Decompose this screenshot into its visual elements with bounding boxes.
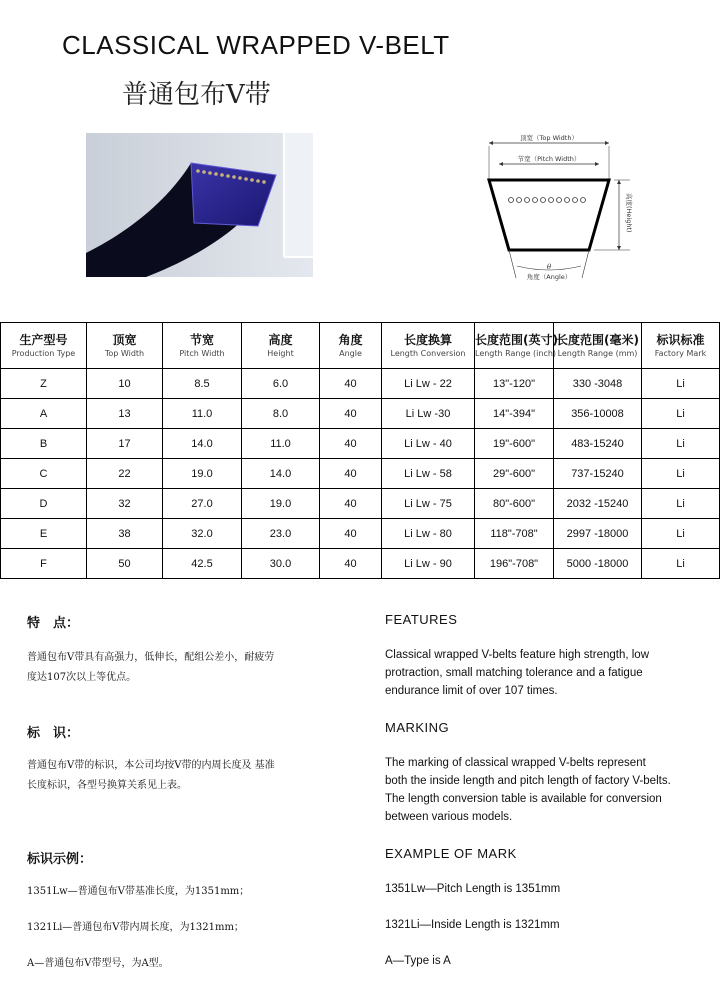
example-heading-cn: 标识示例： <box>27 852 93 867</box>
table-cell: 42.5 <box>163 549 242 579</box>
marking-heading-en: MARKING <box>385 720 450 735</box>
pitch-width-label: 节宽（Pitch Width） <box>517 155 581 163</box>
column-header: 顶宽 Top Width <box>87 323 163 369</box>
marking-body-cn: 普通包布V带的标识，本公司均按V带的内周长度及 基准 长度标识，各型号换算关系见上表。 <box>27 760 275 791</box>
table-cell: Li <box>642 369 720 399</box>
table-cell: 13"-120" <box>475 369 554 399</box>
features-body-cn: 普通包布V带具有高强力，低伸长，配组公差小，耐疲劳 度达107次以上等优点。 <box>27 652 275 683</box>
table-cell: Li Lw -30 <box>382 399 475 429</box>
table-cell: A <box>1 399 87 429</box>
page-title-cn: 普通包布V带 <box>122 80 271 110</box>
table-header-row <box>1 323 720 369</box>
table-row <box>1 489 720 519</box>
v-belt-photo <box>86 133 313 277</box>
table-cell: 17 <box>87 429 163 459</box>
example-heading-en: EXAMPLE OF MARK <box>385 846 517 861</box>
table-cell: Z <box>1 369 87 399</box>
column-header: 节宽 Pitch Width <box>163 323 242 369</box>
marking-heading-cn: 标 识： <box>27 726 80 741</box>
table-cell: Li Lw - 80 <box>382 519 475 549</box>
example-line-en: 1351Lw—Pitch Length is 1351mm <box>385 883 561 895</box>
table-body <box>1 369 720 579</box>
table-cell: Li Lw - 40 <box>382 429 475 459</box>
table-cell: 196"-708" <box>475 549 554 579</box>
table-cell: 40 <box>320 369 382 399</box>
column-header: 标识标准 Factory Mark <box>642 323 720 369</box>
table-cell: Li <box>642 459 720 489</box>
table-cell: 40 <box>320 489 382 519</box>
height-label: 高度(Height) <box>625 193 633 233</box>
marking-body-en: The marking of classical wrapped V-belts represent both the inside length and pitch length of factory V-belts. The length conversion table is available for conversion between various models. <box>385 757 671 823</box>
features-heading-cn: 特 点： <box>27 616 80 631</box>
table-cell: 356-10008 <box>554 399 642 429</box>
table-cell: 737-15240 <box>554 459 642 489</box>
table-cell: 5000 -18000 <box>554 549 642 579</box>
table-cell: 19.0 <box>242 489 320 519</box>
table-cell: 22 <box>87 459 163 489</box>
table-cell: F <box>1 549 87 579</box>
table-cell: 29"-600" <box>475 459 554 489</box>
table-cell: 40 <box>320 459 382 489</box>
table-cell: Li <box>642 429 720 459</box>
table-cell: 14.0 <box>242 459 320 489</box>
features-body-en: Classical wrapped V-belts feature high strength, low protraction, small matching tolerance and a fatigue endurance limit of over 107 times. <box>385 649 650 697</box>
table-cell: 30.0 <box>242 549 320 579</box>
table-row <box>1 369 720 399</box>
table-cell: 14"-394" <box>475 399 554 429</box>
table-cell: Li Lw - 22 <box>382 369 475 399</box>
table-row <box>1 429 720 459</box>
table-cell: 23.0 <box>242 519 320 549</box>
table-cell: 40 <box>320 549 382 579</box>
table-cell: Li <box>642 489 720 519</box>
table-cell: 19"-600" <box>475 429 554 459</box>
column-header: 长度范围(英寸) Length Range (inch) <box>475 323 554 369</box>
table-cell: 32 <box>87 489 163 519</box>
table-row <box>1 459 720 489</box>
features-heading-en: FEATURES <box>385 612 458 627</box>
table-cell: 38 <box>87 519 163 549</box>
column-header: 高度 Height <box>242 323 320 369</box>
spec-table <box>0 322 720 579</box>
top-width-label: 顶宽（Top Width） <box>520 134 578 142</box>
table-cell: 40 <box>320 429 382 459</box>
angle-symbol: θ <box>546 263 552 271</box>
table-cell: 40 <box>320 399 382 429</box>
table-cell: B <box>1 429 87 459</box>
table-cell: 2997 -18000 <box>554 519 642 549</box>
table-cell: Li Lw - 75 <box>382 489 475 519</box>
page-title-en: CLASSICAL WRAPPED V-BELT <box>62 30 450 60</box>
table-cell: 50 <box>87 549 163 579</box>
table-cell: 8.0 <box>242 399 320 429</box>
example-line-cn: 1321Li—普通包布V带内周长度，为1321mm； <box>27 922 244 933</box>
example-line-cn: 1351Lw—普通包布V带基准长度，为1351mm； <box>27 886 250 897</box>
table-cell: Li Lw - 90 <box>382 549 475 579</box>
table-row <box>1 399 720 429</box>
table-cell: Li Lw - 58 <box>382 459 475 489</box>
example-line-en: A—Type is A <box>385 955 451 967</box>
column-header: 生产型号 Production Type <box>1 323 87 369</box>
column-header: 长度换算 Length Conversion <box>382 323 475 369</box>
example-line-en: 1321Li—Inside Length is 1321mm <box>385 919 560 931</box>
table-cell: 32.0 <box>163 519 242 549</box>
table-cell: 6.0 <box>242 369 320 399</box>
table-cell: 118"-708" <box>475 519 554 549</box>
table-cell: D <box>1 489 87 519</box>
table-cell: 11.0 <box>163 399 242 429</box>
table-cell: C <box>1 459 87 489</box>
table-cell: 19.0 <box>163 459 242 489</box>
table-cell: Li <box>642 519 720 549</box>
angle-label: 角度（Angle） <box>526 273 572 281</box>
table-row <box>1 519 720 549</box>
column-header: 长度范围(毫米) Length Range (mm) <box>554 323 642 369</box>
table-cell: 11.0 <box>242 429 320 459</box>
table-cell: Li <box>642 549 720 579</box>
table-cell: E <box>1 519 87 549</box>
column-header: 角度 Angle <box>320 323 382 369</box>
cross-section-diagram <box>482 128 632 288</box>
table-cell: 14.0 <box>163 429 242 459</box>
table-cell: 330 -3048 <box>554 369 642 399</box>
table-cell: 2032 -15240 <box>554 489 642 519</box>
table-cell: 483-15240 <box>554 429 642 459</box>
example-line-cn: A—普通包布V带型号，为A型。 <box>27 958 169 969</box>
table-cell: 10 <box>87 369 163 399</box>
table-row <box>1 549 720 579</box>
table-cell: Li <box>642 399 720 429</box>
table-cell: 80"-600" <box>475 489 554 519</box>
table-cell: 40 <box>320 519 382 549</box>
table-cell: 27.0 <box>163 489 242 519</box>
table-cell: 8.5 <box>163 369 242 399</box>
table-cell: 13 <box>87 399 163 429</box>
